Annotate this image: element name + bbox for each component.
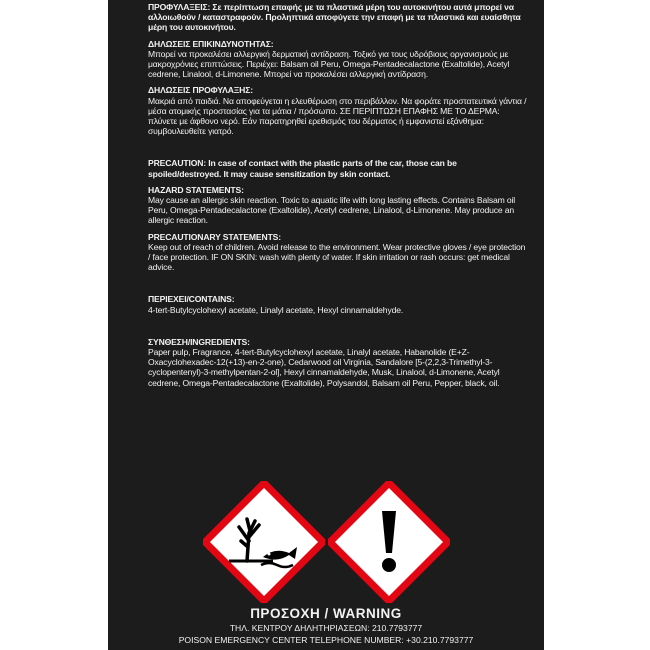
greek-caution-block — [148, 2, 528, 33]
greek-precaution-text: Μακριά από παιδιά. Να αποφεύγεται η ελευθέρωση στο περιβάλλον. Να φοράτε προστατευτικά γάντια / μέσα ατομικής προστασίας για τα μάτια / πρόσωπο. ΣΕ ΠΕΡΙΠΤΩΣΗ ΕΠΑΦΗΣ ΜΕ ΤΟ ΔΕΡΜΑ: πλύνετε με άφθονο νερό. Εάν παρατηρηθεί ερεθισμός του δέρματος ή εμφανιστεί εξάνθημα: συμβουλευθείτε γιατρό. — [148, 95, 527, 137]
english-precaution-block — [148, 232, 528, 273]
english-hazard-heading: HAZARD STATEMENTS: — [148, 184, 244, 195]
environment-hazard-icon — [203, 481, 325, 603]
greek-caution-text: ΠΡΟΦΥΛΑΞΕΙΣ: Σε περίπτωση επαφής με τα πλαστικά μέρη του αυτοκινήτου αυτά μπορεί να αλλοιωθούν / καταστραφούν. Προληπτικά αποφύγετε την επαφή με τα πλαστικά και ευαίσθητα μέρη του αυτοκινήτου. — [148, 2, 521, 33]
english-caution-text: PRECAUTION: In case of contact with the plastic parts of the car, those can be spoiled/destroyed. It may cause sensitization by skin contact. — [148, 158, 457, 179]
poison-center-english: POISON EMERGENCY CENTER TELEPHONE NUMBER: +30.210.7793777 — [178, 635, 474, 645]
english-hazard-block — [148, 185, 528, 226]
greek-precaution-heading: ΔΗΛΩΣΕΙΣ ΠΡΟΦΥΛΑΞΗΣ: — [148, 85, 253, 96]
ingredients-heading: ΣΥΝΘΕΣΗ/INGREDIENTS: — [148, 336, 250, 347]
english-precaution-text: Keep out of reach of children. Avoid release to the environment. Wear protective gloves / eye protection / face protection. IF ON SKIN: wash with plenty of water. If skin irritation or rash occurs: get medical advice. — [148, 241, 526, 273]
exclamation-mark-icon — [328, 481, 450, 603]
english-caution-block — [148, 158, 528, 178]
poison-center-greek: ΤΗΛ. ΚΕΝΤΡΟΥ ΔΗΛΗΤΗΡΙΑΣΕΩΝ: 210.7793777 — [229, 623, 423, 633]
contains-block — [148, 294, 528, 314]
ghs-pictograms — [203, 481, 463, 605]
greek-hazard-text: Μπορεί να προκαλέσει αλλεργική δερματική αντίδραση. Τοξικό για τους υδρόβιους οργανισμούς με μακροχρόνιες επιπτώσεις. Περιέχει: Balsam oil Peru, Omega-Pentadecalactone (Exaltolide), Acetyl cedrene, Linalool, d-Limonene. Μπορεί να προκαλέσει αλλεργική αντίδραση. — [148, 48, 510, 80]
english-precaution-heading: PRECAUTIONARY STATEMENTS: — [148, 231, 281, 242]
ingredients-block — [148, 337, 528, 388]
contains-text: 4-tert-Butylcyclohexyl acetate, Linalyl acetate, Hexyl cinnamaldehyde. — [148, 304, 404, 315]
english-hazard-text: May cause an allergic skin reaction. Toxic to aquatic life with long lasting effects. Contains Balsam oil Peru, Omega-Pentadecalactone (Exaltolide), Acetyl cedrene, Linalool, d-Limonene. May produce an allergic reaction. — [148, 195, 516, 226]
greek-hazard-heading: ΔΗΛΩΣΕΙΣ ΕΠΙΚΙΝΔΥΝΟΤΗΤΑΣ: — [148, 38, 274, 49]
greek-hazard-block — [148, 39, 528, 80]
warning-signal-word: ΠΡΟΣΟΧΗ / WARNING — [250, 606, 402, 621]
contains-heading: ΠΕΡΙΕΧΕΙ/CONTAINS: — [148, 294, 235, 305]
product-label — [108, 0, 544, 650]
label-text-area — [148, 2, 528, 388]
ingredients-text: Paper pulp, Fragrance, 4-tert-Butylcyclohexyl acetate, Linalyl acetate, Habanolide (E+Z-Oxacyclohexadec-12(+13)-en-2-one), Cedarwood oil Virginia, Sandalore [5-(2,2,3-Trimethyl-3-cyclopentenyl)-3-methylpentan-2-ol], Hexyl cinnamaldehyde, Musk, Linalool, d-Limonene, Acetyl cedrene, Omega-Pentadecalactone (Exaltolide), Polysandol, Balsam oil Peru, Pepper, black, oil. — [148, 347, 500, 388]
greek-precaution-block — [148, 85, 528, 136]
